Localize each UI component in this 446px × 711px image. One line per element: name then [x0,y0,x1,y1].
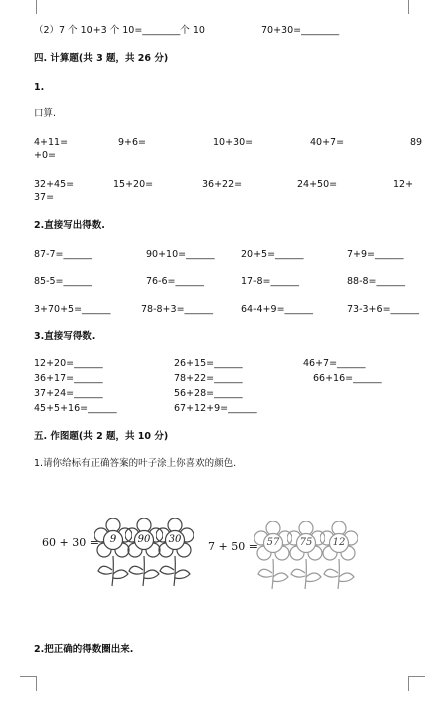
oral-calc-item-wrap: +0= [34,150,56,161]
oral-calc-item: 4+11= [34,137,69,148]
section4-q2-title: 2.直接写出得数. [34,220,105,231]
flower-number: 75 [299,537,313,548]
direct-calc-item: 78-8+3=______ [141,304,214,315]
section4-q1-number: 1. [34,82,45,93]
flower-number: 30 [168,534,182,545]
write-result-item: 78+22=______ [174,373,243,384]
flower-icon [320,521,358,591]
write-result-item: 56+28=______ [174,388,243,399]
corner-mark-top-right [408,0,425,14]
oral-calc-item: 9+6= [118,137,147,148]
flower-number: 57 [266,537,280,548]
direct-calc-item: 87-7=______ [34,249,93,260]
corner-mark-bottom-left [20,676,37,691]
direct-calc-item: 3+70+5=______ [34,304,111,315]
write-result-item: 46+7=______ [303,358,366,369]
section5-q1-text: 1.请你给标有正确答案的叶子涂上你喜欢的颜色. [34,458,237,469]
direct-calc-item: 76-6=______ [146,276,205,287]
direct-calc-item: 20+5=______ [241,249,304,260]
section5-q2-text: 2.把正确的得数圈出来. [34,644,134,655]
write-result-item: 45+5+16=______ [34,403,117,414]
oral-calc-item: 10+30= [213,137,254,148]
oral-calc-item: 24+50= [297,179,338,190]
corner-mark-bottom-right [408,676,425,691]
flower-number: 9 [109,534,117,545]
oral-calc-item: 40+7= [310,137,345,148]
flower-number: 90 [137,534,151,545]
direct-calc-item: 90+10=______ [146,249,215,260]
direct-calc-item: 73-3+6=______ [347,304,420,315]
write-result-item: 67+12+9=______ [174,403,257,414]
direct-calc-item: 7+9=______ [347,249,404,260]
write-result-item: 37+24=______ [34,388,103,399]
direct-calc-item: 85-5=______ [34,276,93,287]
oral-calc-item: 15+20= [113,179,154,190]
flower-icon [156,518,194,588]
write-result-item: 66+16=______ [313,373,382,384]
top-line-left: （2）7 个 10+3 个 10=________个 10 [34,25,205,36]
direct-calc-item: 17-8=______ [241,276,300,287]
oral-calc-item: 89 [410,137,423,148]
flower-answer[interactable] [156,518,194,588]
section4-q3-title: 3.直接写得数. [34,331,96,342]
oral-calc-item-wrap: 37= [34,192,55,203]
section4-q1-label: 口算. [34,108,57,119]
corner-mark-top-left [20,0,37,14]
equation-60-plus-30: 60 + 30 = [42,536,99,549]
flower-answer[interactable] [320,521,358,591]
section4-title: 四. 计算题(共 3 题，共 26 分) [34,53,169,64]
write-result-item: 26+15=______ [174,358,243,369]
oral-calc-item: 36+22= [202,179,243,190]
oral-calc-item: 32+45= [34,179,75,190]
section5-title: 五. 作图题(共 2 题，共 10 分) [34,431,169,442]
write-result-item: 12+20=______ [34,358,103,369]
top-line-right: 70+30=________ [261,25,340,36]
oral-calc-item: 12+ [393,179,414,190]
equation-7-plus-50: 7 + 50 = [208,540,258,553]
write-result-item: 36+17=______ [34,373,103,384]
flower-number: 12 [332,537,346,548]
direct-calc-item: 88-8=______ [347,276,406,287]
direct-calc-item: 64-4+9=______ [241,304,314,315]
